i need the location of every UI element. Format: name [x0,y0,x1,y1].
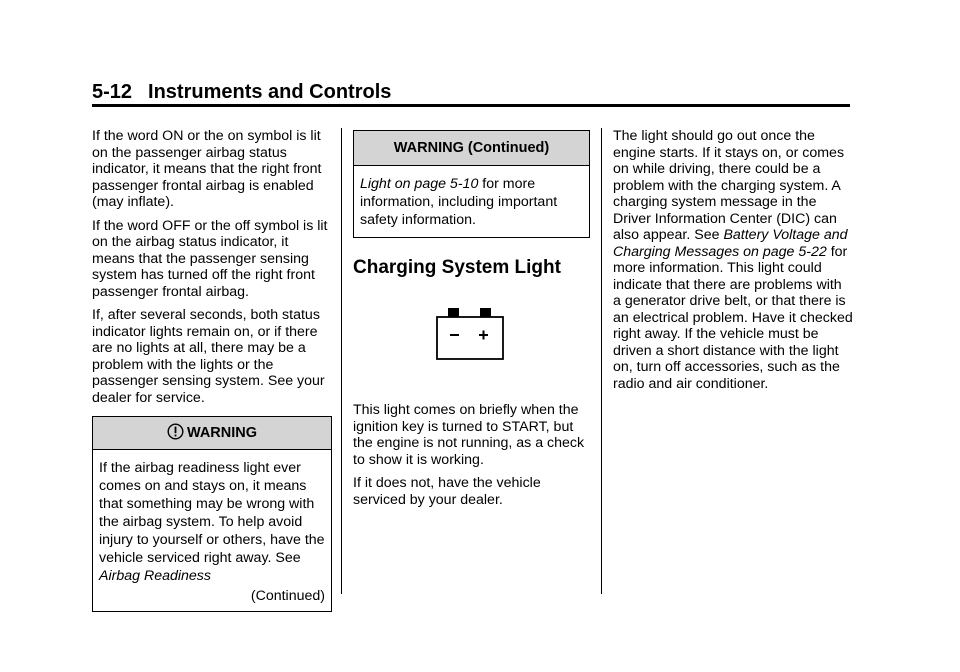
section-title: Charging System Light [353,257,561,278]
cross-reference: Battery Voltage and Charging Messages on page 5-22 [613,227,848,260]
battery-icon [436,308,504,360]
cross-reference: Light on page 5-10 [360,176,479,192]
page-number: 5-12 [92,81,133,103]
icon-area [353,280,590,402]
warning-icon [167,420,184,452]
warning-body [354,166,589,237]
header-rule [92,104,850,107]
warning-text: If the airbag readiness light ever comes on and stays on, it means that something may be wrong with the airbag system. To help avoid injury to yourself or others, have the vehicle serviced right away. See [99,460,325,566]
column-divider [601,128,602,594]
warning-text: for more information, including important safety information. [360,176,558,228]
column-left [92,128,332,612]
column-right [613,128,853,399]
warning-body [93,450,331,611]
warning-heading-text: WARNING [186,425,258,441]
continued-label: (Continued) [250,588,325,604]
paragraph-text: The light should go out once the engine starts. If it stays on, or comes on while driving, there could be a problem with the charging system. A charging system message in the Driver Information Center (DIC) can also appear. See [613,128,845,243]
warning-heading [93,417,331,450]
column-middle [353,128,590,515]
warning-box [92,416,332,612]
paragraph: This light comes on briefly when the ignition key is turned to START, but the engine is not running, as a check to show it is working. [353,402,585,468]
paragraph: If the word ON or the on symbol is lit on the passenger airbag status indicator, it means that the right front passenger frontal airbag is enabled (may inflate). [92,128,322,210]
chapter-title: Instruments and Controls [148,81,392,103]
page-header [92,80,391,104]
warning-box-continued [353,130,590,238]
column-divider [341,128,342,594]
paragraph: If it does not, have the vehicle serviced by your dealer. [353,475,541,508]
paragraph: If, after several seconds, both status indicator lights remain on, or if there are no lights at all, there may be a problem with the lights or the passenger sensing system. See your dealer for service. [92,307,325,406]
warning-heading: WARNING (Continued) [354,131,589,166]
cross-reference: Airbag Readiness [99,568,211,584]
paragraph-text: for more information. This light could indicate that there are problems with a generator drive belt, or that there is an electrical problem. Have it checked right away. If the vehicle must be driven a short distance with the light on, turn off accessories, such as the radio and air conditioner. [613,243,853,392]
paragraph [613,128,853,392]
paragraph: If the word OFF or the off symbol is lit on the airbag status indicator, it means that the passenger sensing system has turned off the right front passenger frontal airbag. [92,217,328,300]
